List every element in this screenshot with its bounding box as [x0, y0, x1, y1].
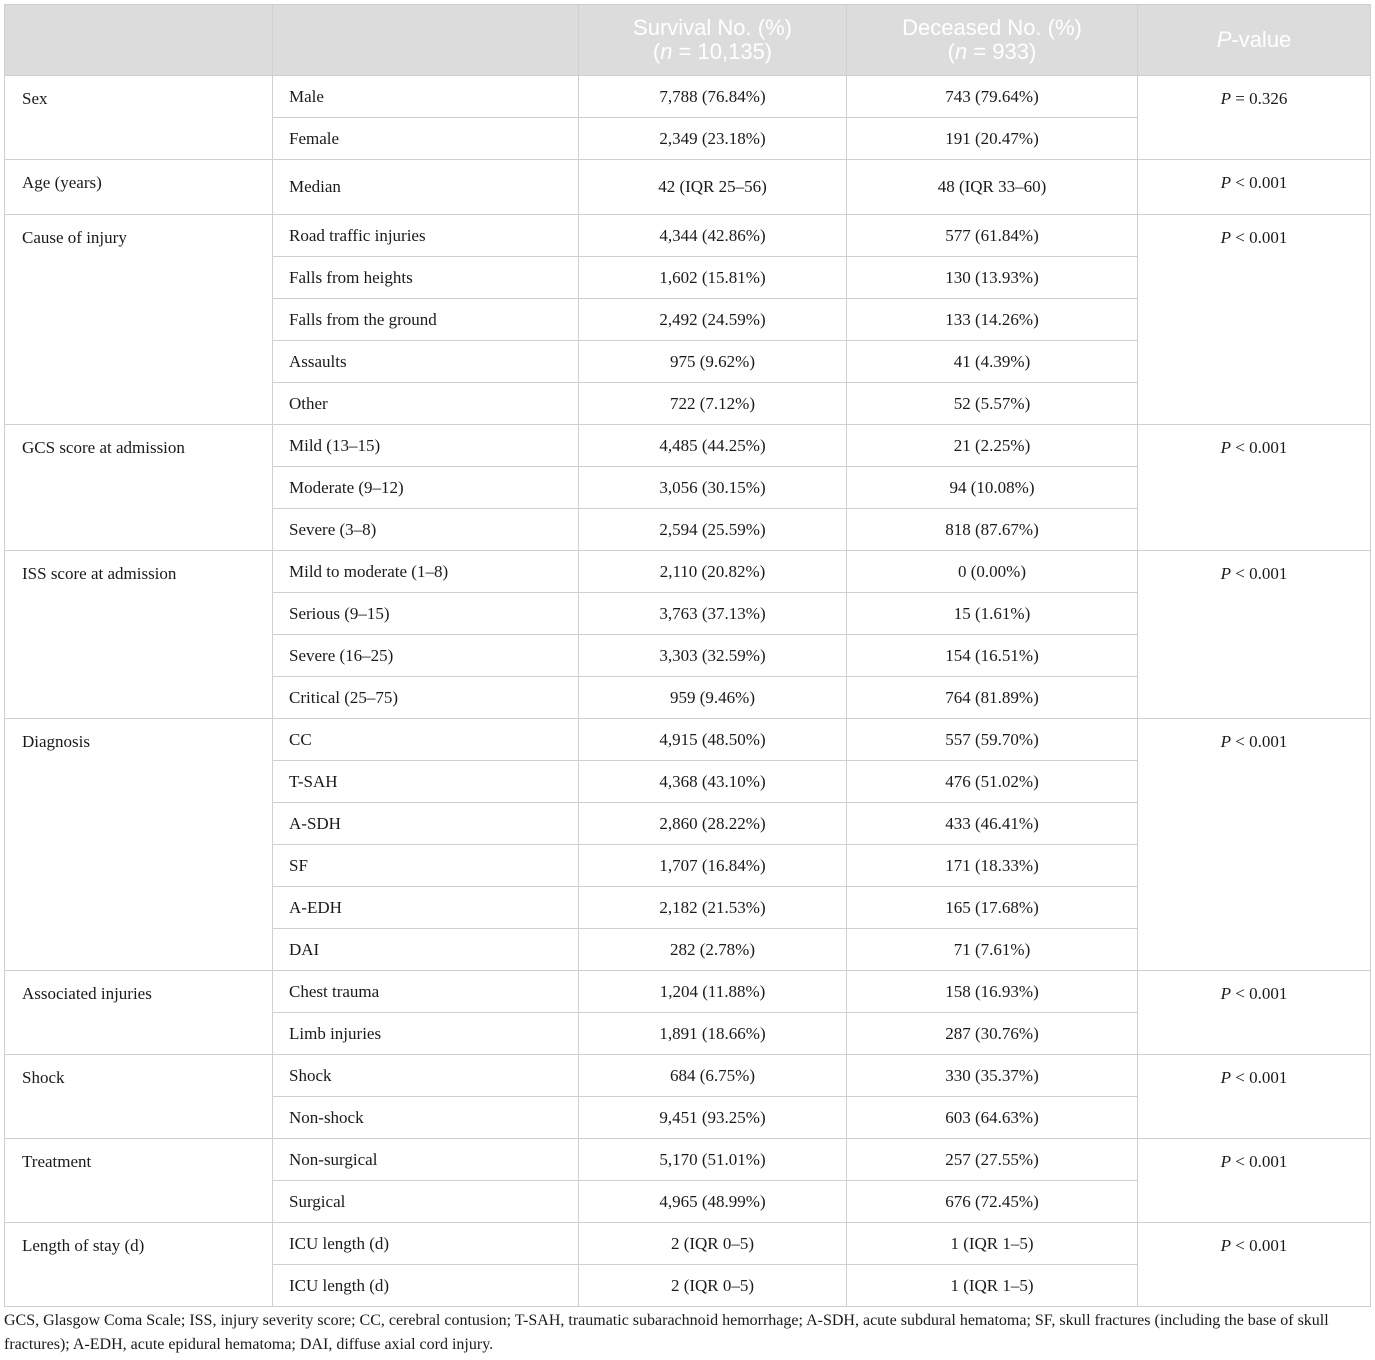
survival-cell: 2 (IQR 0–5) [579, 1223, 847, 1265]
category-cell: Other [273, 383, 579, 425]
survival-cell: 282 (2.78%) [579, 929, 847, 971]
pvalue-cell [1138, 551, 1371, 719]
pvalue-symbol: P [1220, 173, 1232, 192]
category-cell: Limb injuries [273, 1013, 579, 1055]
header-pvalue-rest: -value [1231, 27, 1292, 52]
deceased-cell: 191 (20.47%) [847, 118, 1138, 160]
deceased-cell: 133 (14.26%) [847, 299, 1138, 341]
table-row [5, 551, 1371, 593]
category-cell: A-EDH [273, 887, 579, 929]
survival-cell: 7,788 (76.84%) [579, 76, 847, 118]
pvalue-cell [1138, 215, 1371, 425]
deceased-cell: 52 (5.57%) [847, 383, 1138, 425]
pvalue-cell [1138, 160, 1371, 215]
header-category [273, 5, 579, 76]
survival-cell: 3,303 (32.59%) [579, 635, 847, 677]
deceased-cell: 130 (13.93%) [847, 257, 1138, 299]
survival-cell: 4,344 (42.86%) [579, 215, 847, 257]
survival-cell: 959 (9.46%) [579, 677, 847, 719]
pvalue-text: < 0.001 [1231, 564, 1288, 583]
survival-cell: 3,056 (30.15%) [579, 467, 847, 509]
pvalue-symbol: P [1220, 1236, 1232, 1255]
header-survival-n-value: = 10,135) [672, 39, 773, 64]
header-survival-title: Survival No. (%) [633, 15, 792, 40]
deceased-cell: 94 (10.08%) [847, 467, 1138, 509]
variable-cell: Sex [5, 76, 273, 160]
deceased-cell: 71 (7.61%) [847, 929, 1138, 971]
deceased-cell: 557 (59.70%) [847, 719, 1138, 761]
deceased-cell: 764 (81.89%) [847, 677, 1138, 719]
deceased-cell: 171 (18.33%) [847, 845, 1138, 887]
category-cell: CC [273, 719, 579, 761]
header-variable [5, 5, 273, 76]
category-cell: Falls from the ground [273, 299, 579, 341]
header-survival [579, 5, 847, 76]
deceased-cell: 1 (IQR 1–5) [847, 1265, 1138, 1307]
deceased-cell: 433 (46.41%) [847, 803, 1138, 845]
category-cell: ICU length (d) [273, 1223, 579, 1265]
pvalue-cell [1138, 1139, 1371, 1223]
pvalue-cell [1138, 971, 1371, 1055]
survival-cell: 1,707 (16.84%) [579, 845, 847, 887]
pvalue-text: = 0.326 [1231, 89, 1288, 108]
header-deceased-title: Deceased No. (%) [902, 15, 1082, 40]
survival-cell: 2,492 (24.59%) [579, 299, 847, 341]
pvalue-text: < 0.001 [1231, 228, 1288, 247]
survival-cell: 42 (IQR 25–56) [579, 160, 847, 215]
deceased-cell: 743 (79.64%) [847, 76, 1138, 118]
pvalue-cell [1138, 719, 1371, 971]
header-deceased-n-value: = 933) [967, 39, 1037, 64]
table-body [5, 76, 1371, 1307]
deceased-cell: 158 (16.93%) [847, 971, 1138, 1013]
table-row [5, 76, 1371, 118]
pvalue-cell [1138, 425, 1371, 551]
category-cell: Non-shock [273, 1097, 579, 1139]
variable-cell: Cause of injury [5, 215, 273, 425]
deceased-cell: 330 (35.37%) [847, 1055, 1138, 1097]
category-cell: DAI [273, 929, 579, 971]
category-cell: Moderate (9–12) [273, 467, 579, 509]
deceased-cell: 577 (61.84%) [847, 215, 1138, 257]
variable-cell: ISS score at admission [5, 551, 273, 719]
deceased-cell: 165 (17.68%) [847, 887, 1138, 929]
results-table [4, 4, 1371, 1307]
deceased-cell: 603 (64.63%) [847, 1097, 1138, 1139]
category-cell: Shock [273, 1055, 579, 1097]
deceased-cell: 257 (27.55%) [847, 1139, 1138, 1181]
deceased-cell: 1 (IQR 1–5) [847, 1223, 1138, 1265]
deceased-cell: 0 (0.00%) [847, 551, 1138, 593]
deceased-cell: 48 (IQR 33–60) [847, 160, 1138, 215]
table-row [5, 425, 1371, 467]
category-cell: Assaults [273, 341, 579, 383]
pvalue-symbol: P [1220, 564, 1232, 583]
pvalue-symbol: P [1220, 732, 1232, 751]
table-row [5, 215, 1371, 257]
header-deceased-n-label: n [954, 39, 968, 64]
survival-cell: 1,891 (18.66%) [579, 1013, 847, 1055]
header-pvalue-italic: P [1216, 27, 1232, 52]
deceased-cell: 818 (87.67%) [847, 509, 1138, 551]
pvalue-symbol: P [1220, 228, 1232, 247]
header-survival-n: (n = 10,135) [652, 39, 773, 64]
deceased-cell: 15 (1.61%) [847, 593, 1138, 635]
category-cell: Road traffic injuries [273, 215, 579, 257]
survival-cell: 2,594 (25.59%) [579, 509, 847, 551]
variable-cell: Associated injuries [5, 971, 273, 1055]
category-cell: Mild (13–15) [273, 425, 579, 467]
variable-cell: Age (years) [5, 160, 273, 215]
header-deceased-n: (n = 933) [947, 39, 1037, 64]
category-cell: Severe (3–8) [273, 509, 579, 551]
category-cell: Severe (16–25) [273, 635, 579, 677]
deceased-cell: 676 (72.45%) [847, 1181, 1138, 1223]
pvalue-symbol: P [1220, 438, 1232, 457]
table-row [5, 719, 1371, 761]
survival-cell: 684 (6.75%) [579, 1055, 847, 1097]
pvalue-text: < 0.001 [1231, 438, 1288, 457]
header-survival-n-label: n [660, 39, 673, 64]
variable-cell: Treatment [5, 1139, 273, 1223]
category-cell: Non-surgical [273, 1139, 579, 1181]
survival-cell: 9,451 (93.25%) [579, 1097, 847, 1139]
deceased-cell: 476 (51.02%) [847, 761, 1138, 803]
survival-cell: 4,965 (48.99%) [579, 1181, 847, 1223]
survival-cell: 722 (7.12%) [579, 383, 847, 425]
category-cell: Critical (25–75) [273, 677, 579, 719]
pvalue-cell [1138, 1055, 1371, 1139]
survival-cell: 2,110 (20.82%) [579, 551, 847, 593]
category-cell: Female [273, 118, 579, 160]
pvalue-symbol: P [1220, 1068, 1232, 1087]
survival-cell: 2 (IQR 0–5) [579, 1265, 847, 1307]
deceased-cell: 21 (2.25%) [847, 425, 1138, 467]
table-row [5, 1223, 1371, 1265]
category-cell: T-SAH [273, 761, 579, 803]
variable-cell: GCS score at admission [5, 425, 273, 551]
pvalue-symbol: P [1220, 89, 1232, 108]
survival-cell: 2,860 (28.22%) [579, 803, 847, 845]
pvalue-symbol: P [1220, 984, 1232, 1003]
pvalue-text: < 0.001 [1231, 1152, 1288, 1171]
category-cell: SF [273, 845, 579, 887]
survival-cell: 3,763 (37.13%) [579, 593, 847, 635]
category-cell: Mild to moderate (1–8) [273, 551, 579, 593]
deceased-cell: 154 (16.51%) [847, 635, 1138, 677]
category-cell: Surgical [273, 1181, 579, 1223]
pvalue-text: < 0.001 [1231, 984, 1288, 1003]
survival-cell: 1,602 (15.81%) [579, 257, 847, 299]
header-pvalue [1138, 5, 1371, 76]
pvalue-text: < 0.001 [1231, 732, 1288, 751]
category-cell: Falls from heights [273, 257, 579, 299]
survival-cell: 4,368 (43.10%) [579, 761, 847, 803]
survival-cell: 2,349 (23.18%) [579, 118, 847, 160]
variable-cell: Diagnosis [5, 719, 273, 971]
category-cell: Chest trauma [273, 971, 579, 1013]
deceased-cell: 287 (30.76%) [847, 1013, 1138, 1055]
header-deceased [847, 5, 1138, 76]
category-cell: ICU length (d) [273, 1265, 579, 1307]
survival-cell: 1,204 (11.88%) [579, 971, 847, 1013]
table-header-row [5, 5, 1371, 76]
pvalue-text: < 0.001 [1231, 1236, 1288, 1255]
pvalue-cell [1138, 1223, 1371, 1307]
survival-cell: 4,485 (44.25%) [579, 425, 847, 467]
category-cell: Median [273, 160, 579, 215]
table-row [5, 971, 1371, 1013]
deceased-cell: 41 (4.39%) [847, 341, 1138, 383]
survival-cell: 4,915 (48.50%) [579, 719, 847, 761]
category-cell: A-SDH [273, 803, 579, 845]
category-cell: Male [273, 76, 579, 118]
survival-cell: 975 (9.62%) [579, 341, 847, 383]
pvalue-cell [1138, 76, 1371, 160]
pvalue-text: < 0.001 [1231, 1068, 1288, 1087]
pvalue-text: < 0.001 [1231, 173, 1288, 192]
table-footnote: GCS, Glasgow Coma Scale; ISS, injury severity score; CC, cerebral contusion; T-SAH, traumatic subarachnoid hemorrhage; A-SDH, acute subdural hematoma; SF, skull fractures (including the base of skull fractures); A-EDH, acute epidural hematoma; DAI, diffuse axial cord injury. [4, 1312, 1329, 1353]
variable-cell: Length of stay (d) [5, 1223, 273, 1307]
survival-cell: 2,182 (21.53%) [579, 887, 847, 929]
table-row [5, 160, 1371, 215]
category-cell: Serious (9–15) [273, 593, 579, 635]
table-row [5, 1139, 1371, 1181]
survival-cell: 5,170 (51.01%) [579, 1139, 847, 1181]
pvalue-symbol: P [1220, 1152, 1232, 1171]
table-row [5, 1055, 1371, 1097]
variable-cell: Shock [5, 1055, 273, 1139]
